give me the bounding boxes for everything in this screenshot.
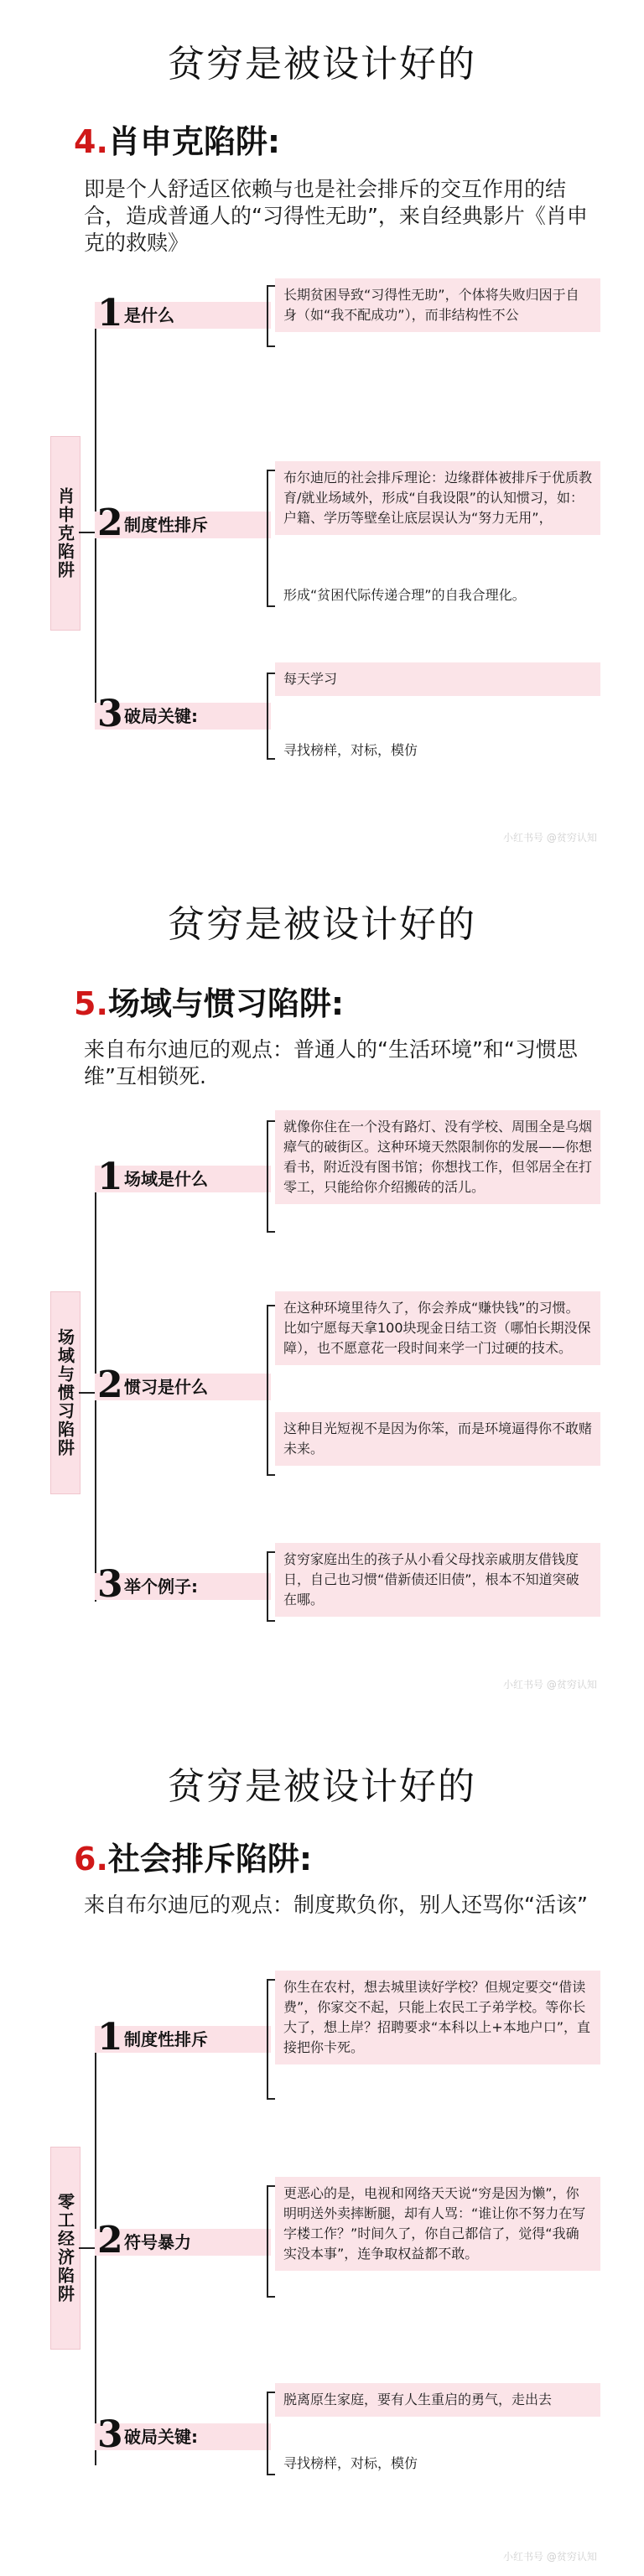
page-title: 贫穷是被设计好的 [168,43,476,86]
section-heading-text: 场域与惯习陷阱: [107,985,345,1022]
tree-link [79,2247,96,2249]
note-card: 每天学习 [275,662,600,696]
item-label: 破局关键: [124,706,198,726]
item-number: 1 [97,1156,123,1198]
watermark: 小红书号 @贫穷认知 [503,2551,597,2563]
side-label: 场域与惯习陷阱 [50,1291,80,1494]
item-number: 1 [97,2016,123,2059]
note-card: 在这种环境里待久了，你会养成“赚快钱”的习惯。比如宁愿每天拿100块现金日结工资（哪怕长期没保障），也不愿意花一段时间来学一门过硬的技术。 [275,1291,600,1365]
item-bracket [267,285,275,347]
note-card: 布尔迪厄的社会排斥理论：边缘群体被排斥于优质教育/就业场域外，形成“自我设限”的认知惯习，如：户籍、学历等壁垒让底层误认为“努力无用”， [275,461,600,535]
item-label: 制度性排斥 [124,2029,208,2049]
tree-link [79,532,96,533]
section-intro: 即是个人舒适区依赖与也是社会排斥的交互作用的结合，造成普通人的“习得性无助”，来自经典影片《肖申克的救赎》 [84,177,588,255]
item-label: 举个例子: [124,1576,198,1597]
watermark: 小红书号 @贫穷认知 [503,832,597,844]
item-bracket [267,2392,275,2475]
item-label: 符号暴力 [124,2232,191,2252]
item-bracket [267,2185,275,2298]
note-card: 脱离原生家庭，要有人生重启的勇气，走出去 [275,2383,600,2417]
item-bracket [267,1979,275,2100]
side-label: 肖申克陷阱 [50,436,80,631]
tree-link [79,1392,96,1394]
section-field-habitus [0,872,644,1711]
page-title: 贫穷是被设计好的 [168,1765,476,1808]
section-social-exclusion [0,1727,644,2576]
note-card: 这种目光短视不是因为你笨，而是环境逼得你不敢赌未来。 [275,1412,600,1466]
note-card: 形成“贫困代际传递合理”的自我合理化。 [283,587,526,603]
item-label: 惯习是什么 [124,1377,208,1397]
note-card: 长期贫困导致“习得性无助”，个体将失败归因于自身（如“我不配成功”），而非结构性不公 [275,278,600,332]
section-heading [74,978,344,1024]
item-bracket [267,1305,275,1476]
section-heading [74,1833,312,1879]
note-card: 寻找榜样，对标，模仿 [283,742,418,758]
item-bracket [267,470,275,607]
side-label: 零工经济陷阱 [50,2147,80,2350]
item-number: 1 [97,292,123,335]
item-label: 是什么 [124,305,174,325]
note-card: 寻找榜样，对标，模仿 [283,2455,418,2471]
section-heading [74,116,280,162]
section-intro: 来自布尔迪厄的观点：制度欺负你，别人还骂你“活该” [84,1893,588,1917]
item-bracket [267,1120,275,1233]
item-label: 破局关键: [124,2427,198,2447]
item-bracket [267,1551,275,1622]
section-number: 6. [74,1841,108,1877]
note-card: 贫穷家庭出生的孩子从小看父母找亲戚朋友借钱度日，自己也习惯“借新债还旧债”，根本不知道突破在哪。 [275,1543,600,1617]
item-number: 2 [97,1363,123,1406]
page-title: 贫穷是被设计好的 [168,903,476,946]
item-number: 3 [97,2413,123,2456]
watermark: 小红书号 @贫穷认知 [503,1679,597,1690]
item-number: 2 [97,501,123,544]
item-number: 3 [97,1563,123,1606]
item-number: 2 [97,2219,123,2262]
note-card: 就像你住在一个没有路灯、没有学校、周围全是乌烟瘴气的破街区。这种环境天然限制你的发展——你想看书，附近没有图书馆；你想找工作，但邻居全在打零工，只能给你介绍搬砖的活儿。 [275,1110,600,1204]
section-shawshank [0,0,644,855]
note-card: 你生在农村，想去城里读好学校？但规定要交“借读费”，你家交不起，只能上农民工子弟学校。等你长大了，想上岸？招聘要求“本科以上+本地户口”，直接把你卡死。 [275,1971,600,2064]
section-intro: 来自布尔迪厄的观点：普通人的“生活环境”和“习惯思维”互相锁死. [84,1037,578,1088]
item-bracket [267,673,275,760]
item-number: 3 [97,693,123,735]
section-heading-text: 肖申克陷阱: [107,123,281,160]
section-number: 4. [74,123,108,160]
note-card: 更恶心的是，电视和网络天天说“穷是因为懒”，你明明送外卖摔断腿，却有人骂：“谁让你不努力在写字楼工作？”时间久了，你自己都信了，觉得“我确实没本事”，连争取权益都不敢。 [275,2177,600,2271]
section-heading-text: 社会排斥陷阱: [107,1841,313,1877]
item-label: 制度性排斥 [124,515,208,535]
section-number: 5. [74,985,108,1022]
item-label: 场域是什么 [124,1169,208,1189]
